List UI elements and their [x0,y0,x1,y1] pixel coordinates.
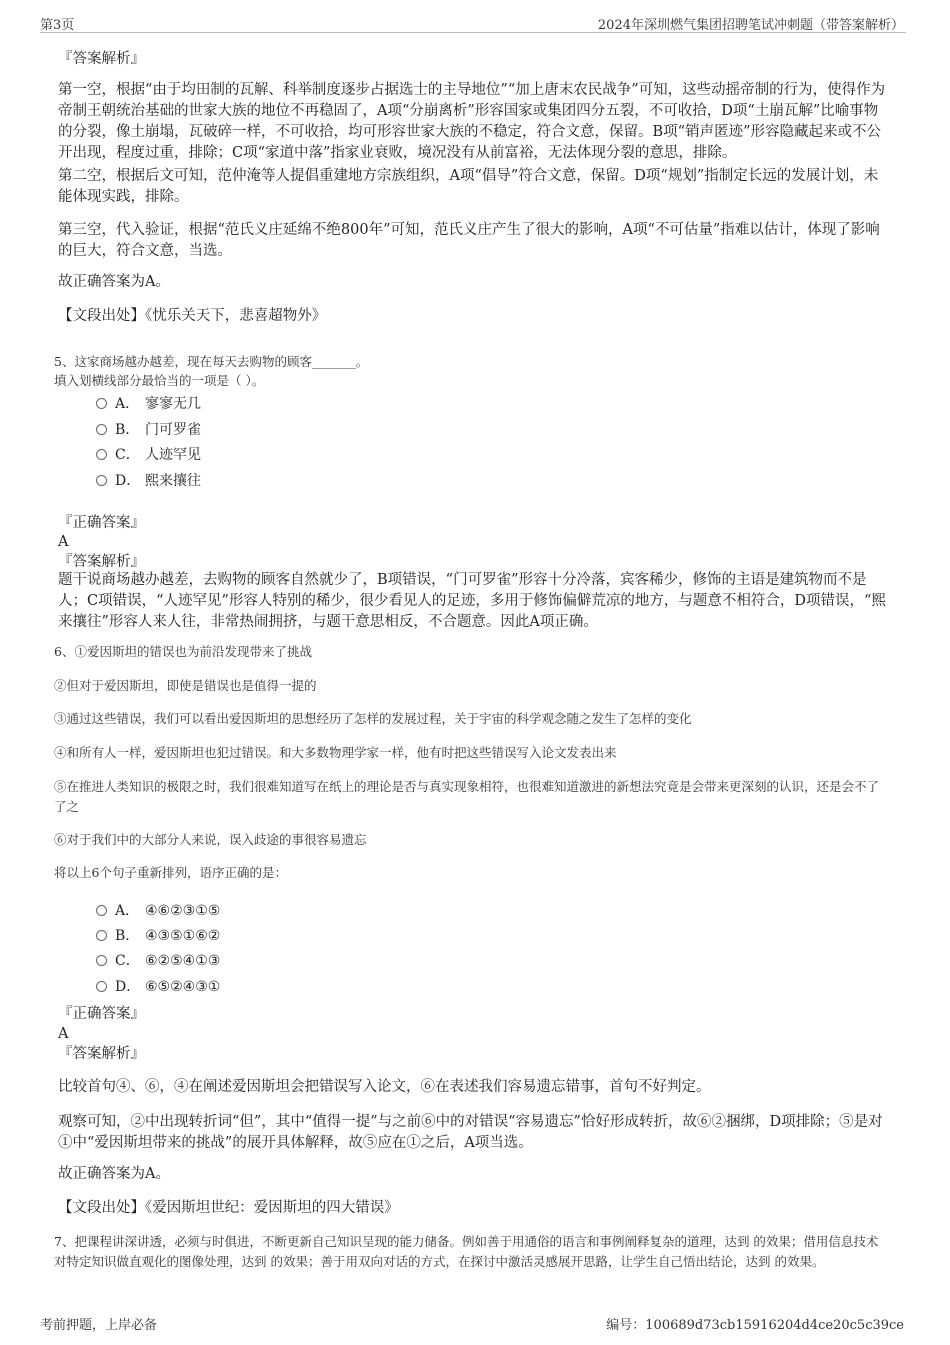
radio-icon[interactable] [96,449,107,460]
q6-sentence-2: ②但对于爱因斯坦，即使是错误也是值得一提的 [54,678,317,693]
option-text: ⑥⑤②④③① [145,979,221,995]
q6-sentence-3: ③通过这些错误，我们可以看出爱因斯坦的思想经历了怎样的发展过程，关于宇宙的科学观念随之发生了怎样的变化 [54,711,692,726]
option-letter: C． [115,953,140,969]
option-letter: B. [115,928,130,944]
q6-option-d[interactable] [96,977,220,997]
option-text: ④⑥②③①⑤ [145,903,221,919]
option-text: ④③⑤①⑥② [145,928,221,944]
q5-option-b[interactable] [96,420,201,440]
q6-prompt: 将以上6个句子重新排列，语序正确的是： [54,865,287,880]
radio-icon[interactable] [96,905,107,916]
option-letter: A． [115,396,140,412]
option-letter: C． [115,447,140,463]
q5-option-c[interactable] [96,445,201,465]
q5-stem: 5、这家商场越办越差，现在每天去购物的顾客_______。 [54,354,369,369]
q6-analysis-label: 『答案解析』 [58,1046,145,1062]
q6-source: 【文段出处】《爱因斯坦世纪：爱因斯坦的四大错误》 [58,1200,399,1216]
radio-icon[interactable] [96,981,107,992]
q4-analysis-p1: 第一空，根据“由于均田制的瓦解、科举制度逐步占据选士的主导地位”“加上唐末农民战争”可知，这些动摇帝制的行为，使得作为帝制王朝统治基础的世家大族的地位不再稳固了，A项“分崩离析”形容国家或集团四分五裂，不可收拾，D项“土崩瓦解”比喻事物的分裂，像土崩塌，瓦破碎一样，不可收拾，均可形容世家大族的不稳定，符合文意，保留。B项“销声匿迹”形容隐藏起来或不公开出现，程度过重，排除；C项“家道中落”指家业衰败，境况没有从前富裕，无法体现分裂的意思，排除。 [58,82,886,161]
q6-sentence-6: ⑥对于我们中的大部分人来说，误入歧途的事很容易遗忘 [54,832,367,847]
header-divider [40,32,906,33]
footer-serial: 编号：100689d73cb15916204d4ce20c5c39ce [606,1318,904,1333]
q6-option-a[interactable] [96,901,220,921]
radio-icon[interactable] [96,955,107,966]
q6-sentence-5: ⑤在推进人类知识的极限之时，我们很难知道写在纸上的理论是否与真实现象相符，也很难知道激进的新想法究竟是会带来更深刻的认识，还是会不了了之 [54,779,880,814]
option-text: 寥寥无几 [145,396,201,412]
page-number: 第3页 [40,18,75,33]
option-text: 门可罗雀 [145,422,201,438]
q6-analysis-p1: 比较首句④、⑥，④在阐述爱因斯坦会把错误写入论文，⑥在表述我们容易遗忘错事，首句不好判定。 [58,1079,711,1095]
footer-slogan: 考前押题，上岸必备 [40,1318,158,1333]
q5-analysis: 题干说商场越办越差，去购物的顾客自然就少了，B项错误，“门可罗雀”形容十分冷落，宾客稀少，修饰的主语是建筑物而不是人；C项错误，“人迹罕见”形容人特别的稀少，很少看见人的足迹，多用于修饰偏僻荒凉的地方，与题意不相符合，D项错误，“熙来攘往”形容人来人往，非常热闹拥挤，与题干意思相反，不合题意。因此A项正确。 [58,572,886,630]
q4-conclusion: 故正确答案为A。 [58,274,170,290]
q6-conclusion: 故正确答案为A。 [58,1166,170,1182]
option-text: ⑥②⑤④①③ [145,953,221,969]
option-letter: B. [115,422,130,438]
q5-option-d[interactable] [96,471,201,491]
q6-answer: A [58,1026,69,1042]
radio-icon[interactable] [96,930,107,941]
option-text: 人迹罕见 [145,447,201,463]
q6-sentence-1: 6、①爱因斯坦的错误也为前沿发现带来了挑战 [54,644,312,659]
option-letter: D． [115,979,141,995]
radio-icon[interactable] [96,398,107,409]
option-text: 熙来攘往 [145,473,201,489]
q4-analysis-label: 『答案解析』 [58,51,145,67]
radio-icon[interactable] [96,424,107,435]
q5-answer: A [58,534,69,550]
q4-analysis-p2: 第二空，根据后文可知，范仲淹等人提倡重建地方宗族组织，A项“倡导”符合文意，保留。D项“规划”指制定长远的发展计划，未能体现实践，排除。 [58,168,879,205]
q4-source: 【文段出处】《忧乐关天下，悲喜超物外》 [58,308,327,324]
q6-analysis-p2: 观察可知，②中出现转折词“但”，其中“值得一提”与之前⑥中的对错误“容易遗忘”恰好形成转折，故⑥②捆绑，D项排除；⑤是对①中“爱因斯坦带来的挑战”的展开具体解释，故⑤应在①之后，A项当选。 [58,1114,883,1151]
document-title: 2024年深圳燃气集团招聘笔试冲刺题（带答案解析） [597,18,904,33]
option-letter: A． [115,903,140,919]
q5-option-a[interactable] [96,394,201,414]
q5-answer-label: 『正确答案』 [58,515,145,531]
q6-answer-label: 『正确答案』 [58,1006,145,1022]
q7-stem: 7、把课程讲深讲透，必须与时俱进，不断更新自己知识呈现的能力储备。例如善于用通俗的语言和事例阐释复杂的道理，达到 的效果；借用信息技术对特定知识做直观化的图像处理，达到 的效果；善于用双向对话的方式，在探讨中激活灵感展开思路，让学生自己悟出结论，达到 的效果。 [54,1234,879,1269]
q6-option-b[interactable] [96,926,220,946]
radio-icon[interactable] [96,475,107,486]
option-letter: D． [115,473,141,489]
q5-prompt: 填入划横线部分最恰当的一项是（ ）。 [54,373,265,388]
q6-sentence-4: ④和所有人一样，爱因斯坦也犯过错误。和大多数物理学家一样，他有时把这些错误写入论文发表出来 [54,745,617,760]
q6-option-c[interactable] [96,951,220,971]
q5-analysis-label: 『答案解析』 [58,554,145,570]
q4-analysis-p3: 第三空，代入验证，根据“范氏义庄延绵不绝800年”可知，范氏义庄产生了很大的影响，A项“不可估量”指难以估计，体现了影响的巨大，符合文意，当选。 [58,222,880,259]
